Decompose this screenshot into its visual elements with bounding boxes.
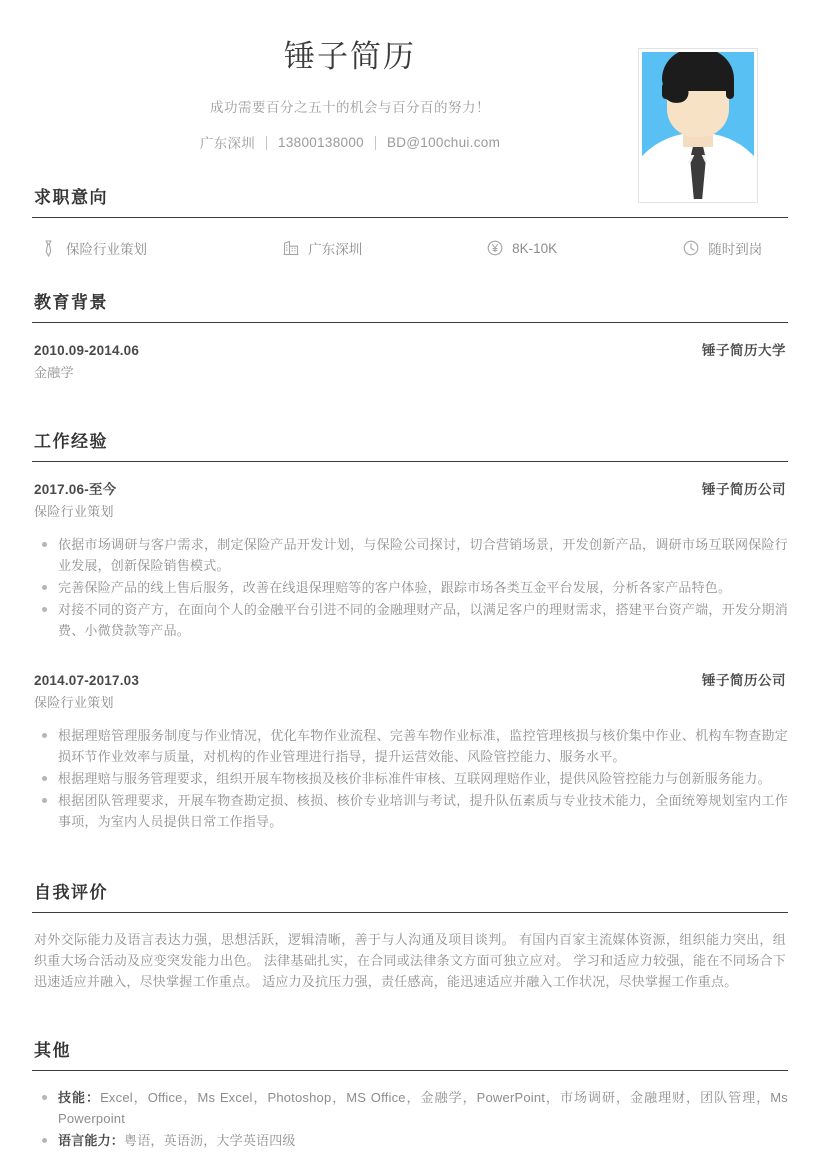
list-item: 根据理赔与服务管理要求，组织开展车物核损及核价非标准件审核、互联网理赔作业，提供风险管控能力与创新服务能力。 (32, 768, 788, 789)
spacer (32, 643, 788, 669)
intent-availability-label: 随时到岗 (708, 242, 763, 257)
contact-separator (266, 136, 267, 150)
contact-line (32, 132, 668, 152)
intent-position-label: 保险行业策划 (66, 242, 147, 257)
intent-item-availability (682, 238, 788, 258)
resume-header (32, 0, 788, 175)
education-major: 金融学 (34, 365, 74, 380)
work-date: 2017.06-至今 (34, 482, 117, 497)
self-evaluation-text: 对外交际能力及语言表达力强，思想活跃，逻辑清晰，善于与人沟通及项目谈判。 有国内百家主流媒体资源，组织能力突出，组织重大场合活动及应变突发能力出色。 法律基础扎实，在合同或法律条文方面可独立应对。 学习和适应力较强，能在不同场合下迅速适应并融入，尽快掌握工作重点。 适应力及抗压力强，责任感高，能迅速适应并融入工作状况，尽快掌握工作重点。 (34, 932, 786, 989)
work-role: 保险行业策划 (34, 504, 114, 519)
work-company: 锤子简历公司 (702, 673, 786, 688)
work-duties-list (32, 725, 788, 832)
skills-label: 技能： (58, 1090, 101, 1105)
language-label: 语言能力： (58, 1133, 125, 1148)
section-divider (32, 322, 788, 323)
clock-icon (682, 240, 699, 257)
section-title-other: 其他 (34, 1041, 71, 1060)
spacer (32, 992, 788, 1028)
yen-icon (486, 240, 503, 257)
list-item: 根据理赔管理服务制度与作业情况，优化车物作业流程、完善车物作业标准，监控管理核损与核价集中作业、机构车物查勘定损环节作业效率与质量，对机构的作业管理进行指导，提升运营效能、风险管控能力、服务水平。 (32, 725, 788, 767)
contact-separator (375, 136, 376, 150)
work-entry (32, 478, 788, 641)
intent-item-location (282, 238, 486, 258)
spacer (32, 383, 788, 419)
section-education (32, 288, 788, 419)
section-title-work-experience: 工作经验 (34, 432, 108, 451)
section-title-job-intention: 求职意向 (34, 188, 108, 207)
work-duties-list (32, 534, 788, 641)
page-title: 锤子简历 (284, 39, 416, 74)
list-item (32, 1130, 788, 1151)
list-item (32, 1087, 788, 1129)
section-work-experience (32, 427, 788, 870)
work-role: 保险行业策划 (34, 695, 114, 710)
education-entry-head (32, 339, 788, 359)
section-title-self-evaluation: 自我评价 (34, 883, 108, 902)
section-title-education: 教育背景 (34, 293, 108, 312)
education-school: 锤子简历大学 (702, 343, 786, 358)
section-divider (32, 912, 788, 913)
education-date: 2010.09-2014.06 (34, 343, 140, 358)
section-other (32, 1036, 788, 1151)
job-intention-row (32, 234, 788, 280)
avatar (638, 48, 758, 203)
work-entry-head (32, 478, 788, 498)
list-item: 对接不同的资产方，在面向个人的金融平台引进不同的金融理财产品，以满足客户的理财需求，搭建平台资产端，开发分期消费、小微贷款等产品。 (32, 599, 788, 641)
skills-value: Excel，Office，Ms Excel，Photoshop，MS Office，金融学，PowerPoint，市场调研，金融理财，团队管理，Ms Powerpoint (58, 1090, 788, 1126)
section-divider (32, 1070, 788, 1071)
list-item: 根据团队管理要求，开展车物查勘定损、核损、核价专业培训与考试，提升队伍素质与专业技术能力，全面统筹规划室内工作事项，为室内人员提供日常工作指导。 (32, 790, 788, 832)
language-value: 粤语，英语沥，大学英语四级 (124, 1133, 296, 1148)
necktie-icon (40, 240, 57, 257)
work-entry-head (32, 669, 788, 689)
contact-phone: 13800138000 (278, 134, 364, 150)
spacer (32, 834, 788, 870)
work-date: 2014.07-2017.03 (34, 673, 140, 688)
education-entry (32, 339, 788, 381)
work-company: 锤子简历公司 (702, 482, 786, 497)
contact-location: 广东深圳 (199, 136, 256, 152)
intent-item-salary (486, 240, 682, 257)
section-self-evaluation (32, 878, 788, 1028)
section-divider (32, 217, 788, 218)
section-divider (32, 461, 788, 462)
list-item: 完善保险产品的线上售后服务，改善在线退保理赔等的客户体验，跟踪市场各类互金平台发展，分析各家产品特色。 (32, 577, 788, 598)
other-list (32, 1087, 788, 1151)
work-entry (32, 669, 788, 832)
intent-item-position (32, 238, 282, 258)
intent-salary-label: 8K-10K (512, 240, 558, 256)
list-item: 依据市场调研与客户需求，制定保险产品开发计划，与保险公司探讨，切合营销场景，开发创新产品，调研市场互联网保险行业发展，创新保险销售模式。 (32, 534, 788, 576)
building-icon (282, 240, 299, 257)
contact-email: BD@100chui.com (386, 134, 501, 150)
motto-text: 成功需要百分之五十的机会与百分百的努力！ (210, 100, 490, 116)
intent-location-label: 广东深圳 (308, 242, 363, 257)
avatar-illustration (642, 52, 754, 199)
